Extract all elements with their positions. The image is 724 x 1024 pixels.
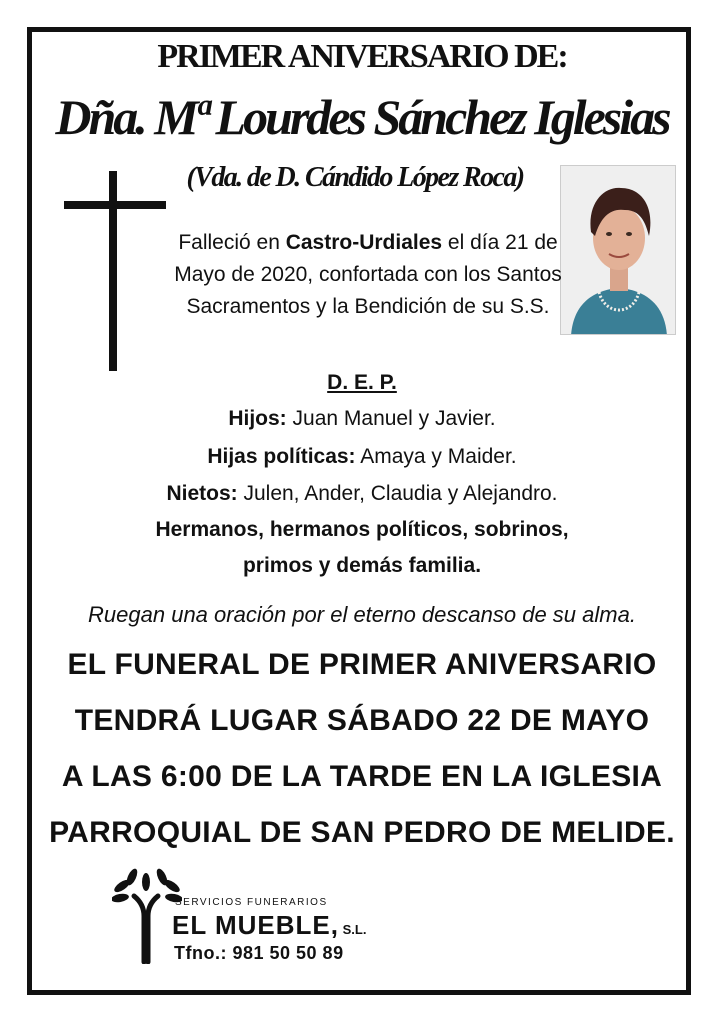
logo-suffix: S.L. [338,922,367,937]
family-others-line-1: Hermanos, hermanos políticos, sobrinos, [155,518,569,541]
daughters-in-law-label: Hijas políticas: [207,445,356,468]
logo-subtitle: SERVICIOS FUNERARIOS [175,897,328,908]
widow-line: (Vda. de D. Cándido López Roca) [186,162,524,193]
logo-name-text: EL MUEBLE, [172,910,339,940]
intro-text-1: Falleció en [178,231,286,254]
children-names: Juan Manuel y Javier. [286,407,496,430]
heading: PRIMER ANIVERSARIO DE: [157,38,567,75]
daughters-in-law-names: Amaya y Maider. [355,445,517,468]
funeral-line-1: EL FUNERAL DE PRIMER ANIVERSARIO [67,648,657,681]
grandchildren-names: Julen, Ander, Claudia y Alejandro. [237,482,558,505]
logo-company-name [172,910,366,941]
funeral-line-4: PARROQUIAL DE SAN PEDRO DE MELIDE. [49,816,675,849]
grandchildren-label: Nietos: [166,482,238,505]
funeral-line-3: A LAS 6:00 DE LA TARDE EN LA IGLESIA [61,760,663,793]
death-place: Castro-Urdiales [285,231,443,254]
prayer-line: Ruegan una oración por el eterno descanso de su alma. [88,602,636,627]
logo-phone: Tfno.: 981 50 50 89 [174,943,344,963]
family-daughters-in-law [0,443,724,471]
dep-line: D. E. P. [327,371,397,394]
intro-text-2: el día 21 de Mayo de 2020, confortada con los Santos Sacramentos y la Bendición de su S.S. [174,231,562,318]
deceased-name: Dña. Mª Lourdes Sánchez Iglesias [55,89,669,145]
family-grandchildren [0,480,724,508]
family-children [0,405,724,433]
death-info [170,227,566,323]
children-label: Hijos: [228,407,287,430]
family-others-line-2: primos y demás familia. [242,554,482,577]
funeral-line-2: TENDRÁ LUGAR SÁBADO 22 DE MAYO [74,704,650,737]
portrait-photo [560,165,676,335]
cross-icon [60,168,170,378]
